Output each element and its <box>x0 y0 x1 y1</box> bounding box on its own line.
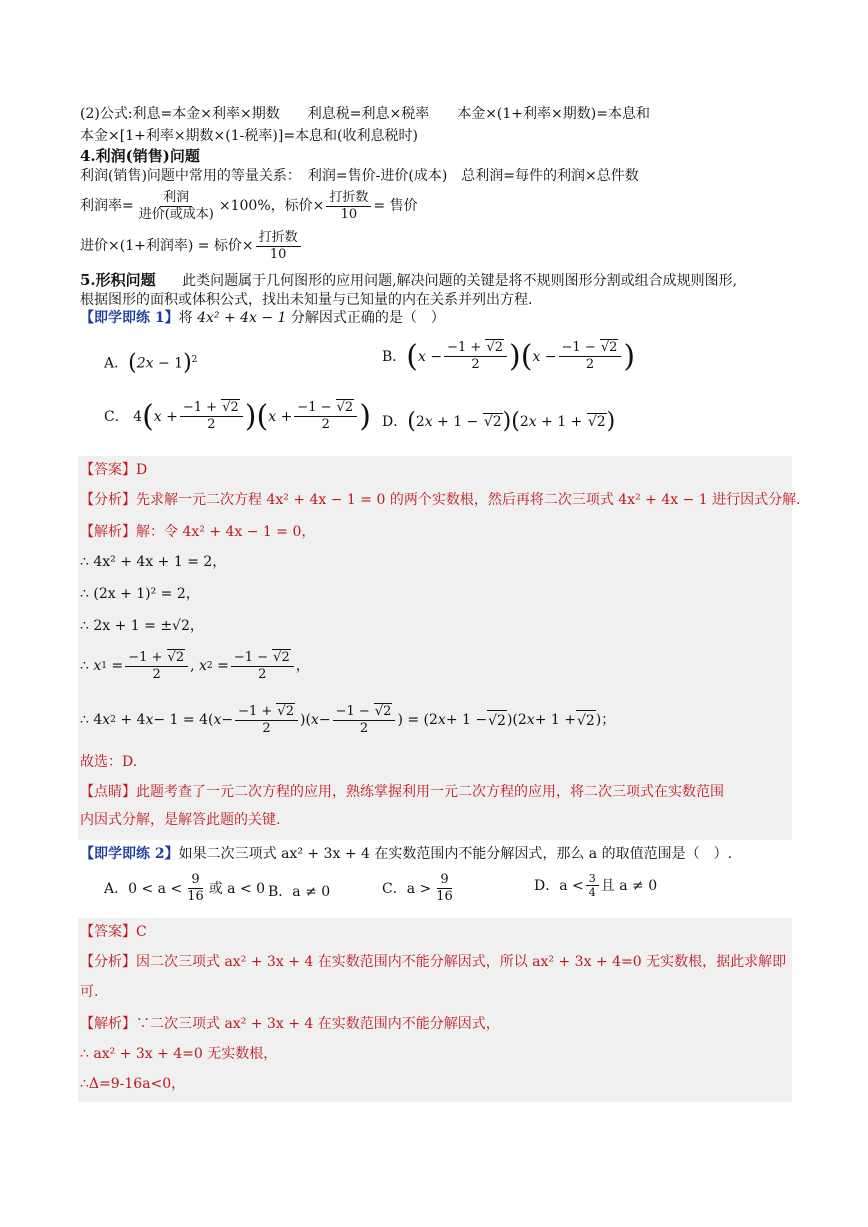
exercise-2-tag: 【即学即练 2】 <box>80 846 179 862</box>
profit-rate-fraction: $\frac{\text{利润}}{\text{进价(或成本)}}$ <box>138 189 214 222</box>
cost-equation: 进价×(1+利润率) = 标价× $\frac{\text{打折数}}{10}$ <box>80 226 303 266</box>
exercise-2-stem: 【即学即练 2】如果二次三项式 ax² + 3x + 4 在实数范围内不能分解因式，那么 a 的取值范围是（ ）. <box>80 846 733 862</box>
exercise-1-answer: 【答案】D <box>80 462 148 478</box>
exercise-1-stem: 【即学即练 1】将 4x² + 4x − 1 分解因式正确的是（ ） <box>80 310 445 326</box>
cost-discount-fraction: $\frac{\text{打折数}}{10}$ <box>256 230 301 263</box>
exercise-1-step-1: ∴ 4x² + 4x + 1 = 2， <box>80 554 227 570</box>
exercise-1-analysis: 【分析】先求解一元二次方程 4x² + 4x − 1 = 0 的两个实数根，然后再将二次三项式 4x² + 4x − 1 进行因式分解. <box>80 492 801 508</box>
exercise-1-roots: ∴ x 1 = $\frac{-1 + √2}{2}$ , x 2 = $\frac{-1 - √2}{2}$ ， <box>80 649 310 682</box>
exercise-1-comment-2: 内因式分解，是解答此题的关键. <box>80 812 281 828</box>
exercise-1-chosen: 故选：D. <box>80 754 138 770</box>
exercise-1-option-d[interactable]: D．(2x + 1 − √2)(2x + 1 + √2) <box>382 409 616 434</box>
formula-line-1: (2)公式:利息=本金×利率×期数 利息税=利息×税率 本金×(1+利率×期数)=本息和 <box>80 106 650 122</box>
exercise-2-solution-3: ∴Δ=9-16a<0， <box>80 1076 186 1092</box>
section-4-text: 利润(销售)问题中常用的等量关系： 利润=售价-进价(成本) 总利润=每件的利润×总件数 <box>80 168 639 184</box>
exercise-2-option-a[interactable]: A．0 < a < $\frac{9}{16}$ 或 a < 0 <box>104 872 266 904</box>
section-4-title: 4.利润(销售)问题 <box>80 147 200 165</box>
exercise-2-option-d[interactable]: D．a < $\frac{3}{4}$ 且 a ≠ 0 <box>534 872 658 899</box>
exercise-1-expression: 4x² + 4x − 1 <box>197 310 287 326</box>
section-5-text-2: 根据图形的面积或体积公式，找出未知量与已知量的内在关系并列出方程. <box>80 292 533 308</box>
section-5-line-1 <box>80 270 737 291</box>
exercise-2-answer: 【答案】C <box>80 924 147 940</box>
formula-line-2: 本金×[1+利率×期数×(1-税率)]=本息和(收利息税时) <box>80 128 418 144</box>
exercise-2-analysis-1: 【分析】因二次三项式 ax² + 3x + 4 在实数范围内不能分解因式，所以 ax² + 3x + 4=0 无实数根，据此求解即 <box>80 954 787 970</box>
exercise-1-tag: 【即学即练 1】 <box>80 310 179 326</box>
section-5-text-1: 此类问题属于几何图形的应用问题,解决问题的关键是将不规则图形分割或组合成规则图形, <box>182 273 738 289</box>
section-5-title: 5.形积问题 <box>80 271 156 289</box>
exercise-1-option-b[interactable]: B． ( x − $\frac{-1 + √2}{2}$ ) ( x − $\frac{-1 - √2}{2}$ ) <box>382 338 636 374</box>
profit-rate-formula: 利润率= $\frac{\text{利润}}{\text{进价(或成本)}}$ ×100%，标价× $\frac{\text{打折数}}{10}$ = 售价 <box>80 189 418 222</box>
exercise-1-comment-1: 【点睛】此题考查了一元二次方程的应用，熟练掌握利用一元二次方程的应用，将二次三项式在实数范围 <box>80 784 724 800</box>
exercise-1-factorization: ∴ 4 x 2 + 4 x − 1 = 4( x − $\frac{-1 + √2}{2}$ )( x − $\frac{-1 - √2}{2}$ ) = (2 x + 1 − √2 )(2 x + 1 + √2 )； <box>80 703 616 736</box>
discount-fraction: $\frac{\text{打折数}}{10}$ <box>326 190 371 223</box>
exercise-2-solution-1: 【解析】∵二次三项式 ax² + 3x + 4 在实数范围内不能分解因式， <box>80 1016 500 1032</box>
exercise-1-step-3: ∴ 2x + 1 = ±√2， <box>80 618 204 634</box>
exercise-1-solution-lead: 【解析】解：令 4x² + 4x − 1 = 0， <box>80 524 316 540</box>
exercise-2-option-c[interactable]: C．a > $\frac{9}{16}$ <box>382 872 453 904</box>
exercise-1-option-a[interactable]: A．$(2x - 1)^2$ <box>104 350 198 376</box>
exercise-2-solution-2: ∴ ax² + 3x + 4=0 无实数根， <box>80 1046 278 1062</box>
exercise-1-step-2: ∴ (2x + 1)² = 2， <box>80 586 200 602</box>
exercise-2-analysis-2: 可. <box>80 984 99 1000</box>
exercise-2-option-b[interactable]: B．a ≠ 0 <box>268 884 331 900</box>
exercise-1-option-c[interactable]: C． 4 ( x + $\frac{-1 + √2}{2}$ ) ( x + $\frac{-1 - √2}{2}$ ) <box>104 398 371 434</box>
